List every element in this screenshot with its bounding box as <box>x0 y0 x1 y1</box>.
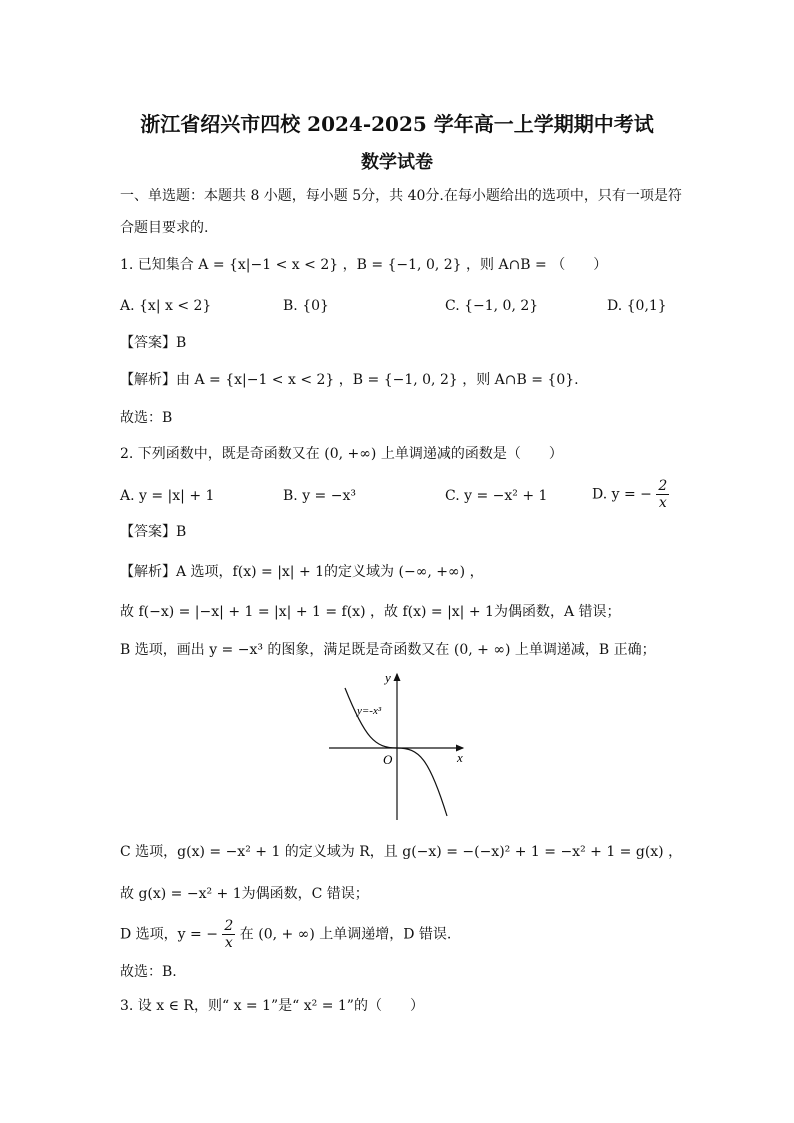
question-1-option-d: D. {0,1} <box>607 298 667 314</box>
curve-label: y=-x³ <box>357 705 382 717</box>
question-1-option-a: A. {x| x < 2} <box>120 298 212 314</box>
question-2-answer: 【答案】B <box>120 524 187 540</box>
question-2-analysis-line1: 【解析】A 选项，f(x) = |x| + 1的定义域为 (−∞, +∞) ， <box>120 564 484 580</box>
section-heading-line1: 一、单选题：本题共 8 小题，每小题 5分，共 40分.在每小题给出的选项中，只有一项是符 <box>120 188 682 204</box>
fraction-numerator: 2 <box>658 478 668 494</box>
fraction-denominator: x <box>658 495 667 511</box>
question-2-analysis-line3: B 选项，画出 y = −x³ 的图象，满足既是奇函数又在 (0, + ∞) 上单调递减，B 正确； <box>120 642 656 658</box>
d-analysis-fraction <box>222 918 235 951</box>
origin-label: O <box>383 752 393 767</box>
question-2-option-d <box>592 478 669 511</box>
x-axis-label: x <box>457 750 463 765</box>
question-2-option-a: A. y = |x| + 1 <box>120 488 215 504</box>
question-1-answer: 【答案】B <box>120 335 187 351</box>
question-2-option-d-analysis <box>120 918 451 951</box>
question-2-conclusion: 故选：B. <box>120 964 177 980</box>
question-3-stem: 3. 设 x ∈ R，则“ x = 1”是“ x² = 1”的（ ） <box>120 998 424 1014</box>
question-1-option-c: C. {−1, 0, 2} <box>445 298 539 314</box>
question-1-option-b: B. {0} <box>283 298 329 314</box>
d-analysis-suffix: 在 (0, + ∞) 上单调递增，D 错误. <box>239 926 452 943</box>
question-2-option-c-analysis-line2: 故 g(x) = −x² + 1为偶函数，C 错误； <box>120 886 369 902</box>
question-2-stem: 2. 下列函数中，既是奇函数又在 (0, +∞) 上单调递减的函数是（ ） <box>120 446 563 462</box>
question-1-stem: 1. 已知集合 A = {x|−1 < x < 2} ，B = {−1, 0, 2} ，则 A∩B = （ ） <box>120 257 608 273</box>
exam-subtitle: 数学试卷 <box>361 152 433 173</box>
question-2-option-d-fraction <box>656 478 669 511</box>
cubic-function-graph <box>325 668 470 823</box>
exam-title: 浙江省绍兴市四校 2024-2025 学年高一上学期期中考试 <box>140 112 654 136</box>
question-2-option-c-analysis-line1: C 选项，g(x) = −x² + 1 的定义域为 R，且 g(−x) = −(−x)² + 1 = −x² + 1 = g(x) ， <box>120 844 683 860</box>
fraction-numerator: 2 <box>224 918 234 934</box>
question-2-option-c: C. y = −x² + 1 <box>445 488 548 504</box>
fraction-denominator: x <box>224 935 233 951</box>
question-2-option-d-prefix: D. y = − <box>592 486 652 503</box>
question-2-option-b: B. y = −x³ <box>283 488 356 504</box>
question-1-analysis: 【解析】由 A = {x|−1 < x < 2} ，B = {−1, 0, 2} ，则 A∩B = {0}. <box>120 372 579 388</box>
question-1-conclusion: 故选：B <box>120 410 173 426</box>
section-heading-line2: 合题目要求的. <box>120 220 209 236</box>
y-axis-label: y <box>385 670 391 685</box>
d-analysis-prefix: D 选项，y = − <box>120 926 218 943</box>
question-2-analysis-line2: 故 f(−x) = |−x| + 1 = |x| + 1 = f(x) ，故 f(x) = |x| + 1为偶函数，A 错误； <box>120 604 621 620</box>
